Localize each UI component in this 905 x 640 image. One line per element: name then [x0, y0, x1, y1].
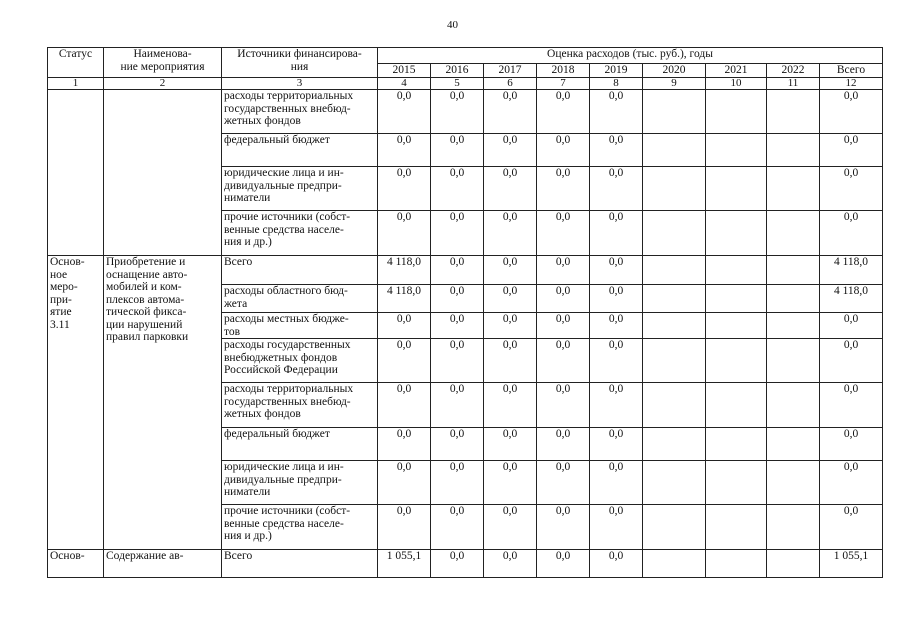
year-value-cell: 0,0	[484, 167, 537, 211]
funding-source-cell: юридические лица и ин- дивидуальные предпри- ниматели	[222, 167, 378, 211]
header-year: 2018	[537, 64, 590, 78]
funding-source-cell: Всего	[222, 256, 378, 285]
year-value-cell	[643, 461, 706, 505]
year-value-cell	[767, 339, 820, 383]
funding-source-cell: расходы территориальных государственных внебюд- жетных фондов	[222, 383, 378, 428]
year-value-cell: 0,0	[378, 167, 431, 211]
year-value-cell	[643, 167, 706, 211]
total-value-cell: 4 118,0	[820, 285, 883, 313]
year-value-cell: 0,0	[537, 90, 590, 134]
table-row	[48, 550, 883, 578]
column-number: 3	[222, 78, 378, 90]
year-value-cell: 0,0	[590, 505, 643, 550]
total-value-cell: 0,0	[820, 313, 883, 339]
year-value-cell	[706, 505, 767, 550]
year-value-cell: 0,0	[590, 90, 643, 134]
year-value-cell	[706, 339, 767, 383]
header-year: 2020	[643, 64, 706, 78]
year-value-cell	[643, 550, 706, 578]
year-value-cell: 0,0	[484, 339, 537, 383]
total-value-cell: 0,0	[820, 339, 883, 383]
year-value-cell: 0,0	[590, 313, 643, 339]
year-value-cell: 0,0	[590, 428, 643, 461]
column-number-row	[48, 78, 883, 90]
year-value-cell: 0,0	[590, 167, 643, 211]
year-value-cell: 0,0	[537, 256, 590, 285]
header-total: Всего	[820, 64, 883, 78]
year-value-cell: 0,0	[537, 339, 590, 383]
column-number: 9	[643, 78, 706, 90]
column-number: 2	[104, 78, 222, 90]
year-value-cell: 0,0	[590, 256, 643, 285]
year-value-cell	[706, 285, 767, 313]
year-value-cell: 0,0	[484, 256, 537, 285]
year-value-cell: 0,0	[537, 167, 590, 211]
funding-source-cell: прочие источники (собст- венные средства населе- ния и др.)	[222, 211, 378, 256]
year-value-cell: 0,0	[431, 339, 484, 383]
year-value-cell: 0,0	[537, 428, 590, 461]
funding-source-cell: расходы местных бюдже- тов	[222, 313, 378, 339]
year-value-cell: 0,0	[378, 313, 431, 339]
year-value-cell: 0,0	[537, 134, 590, 167]
year-value-cell: 0,0	[431, 90, 484, 134]
year-value-cell	[767, 383, 820, 428]
year-value-cell: 0,0	[590, 550, 643, 578]
column-number: 8	[590, 78, 643, 90]
header-status: Статус	[48, 48, 104, 78]
activity-name-cell: Приобретение и оснащение авто- мобилей и ком- плексов автома- тической фикса- ции нарушений правил парковки	[104, 256, 222, 550]
year-value-cell	[706, 313, 767, 339]
year-value-cell	[643, 428, 706, 461]
table-row	[48, 256, 883, 285]
year-value-cell	[643, 90, 706, 134]
page-number: 40	[447, 19, 458, 31]
column-number: 11	[767, 78, 820, 90]
total-value-cell: 1 055,1	[820, 550, 883, 578]
year-value-cell: 0,0	[378, 90, 431, 134]
year-value-cell: 0,0	[431, 428, 484, 461]
year-value-cell	[643, 211, 706, 256]
year-value-cell: 0,0	[590, 339, 643, 383]
header-estimate: Оценка расходов (тыс. руб.), годы	[378, 48, 883, 64]
year-value-cell: 0,0	[431, 505, 484, 550]
year-value-cell	[706, 90, 767, 134]
year-value-cell: 0,0	[378, 505, 431, 550]
year-value-cell: 4 118,0	[378, 285, 431, 313]
year-value-cell	[706, 383, 767, 428]
total-value-cell: 0,0	[820, 383, 883, 428]
header-year: 2019	[590, 64, 643, 78]
funding-source-cell: Всего	[222, 550, 378, 578]
year-value-cell	[767, 285, 820, 313]
total-value-cell: 0,0	[820, 428, 883, 461]
year-value-cell	[706, 461, 767, 505]
year-value-cell: 0,0	[484, 550, 537, 578]
year-value-cell: 1 055,1	[378, 550, 431, 578]
header-source: Источники финансирова- ния	[222, 48, 378, 78]
year-value-cell	[643, 383, 706, 428]
year-value-cell: 0,0	[537, 383, 590, 428]
activity-name-cell	[104, 90, 222, 256]
year-value-cell: 0,0	[378, 339, 431, 383]
year-value-cell	[706, 256, 767, 285]
year-value-cell: 0,0	[590, 285, 643, 313]
year-value-cell: 0,0	[537, 461, 590, 505]
year-value-cell	[643, 285, 706, 313]
total-value-cell: 0,0	[820, 134, 883, 167]
year-value-cell	[767, 90, 820, 134]
status-cell: Основ- ное меро- при- ятие 3.11	[48, 256, 104, 550]
year-value-cell: 0,0	[484, 428, 537, 461]
year-value-cell	[767, 505, 820, 550]
year-value-cell: 0,0	[590, 383, 643, 428]
year-value-cell: 0,0	[431, 461, 484, 505]
year-value-cell	[706, 550, 767, 578]
column-number: 12	[820, 78, 883, 90]
header-name: Наименова- ние мероприятия	[104, 48, 222, 78]
year-value-cell: 0,0	[431, 167, 484, 211]
year-value-cell: 0,0	[590, 211, 643, 256]
header-year: 2022	[767, 64, 820, 78]
total-value-cell: 4 118,0	[820, 256, 883, 285]
year-value-cell	[643, 313, 706, 339]
year-value-cell: 0,0	[484, 134, 537, 167]
year-value-cell	[706, 134, 767, 167]
year-value-cell	[643, 256, 706, 285]
year-value-cell: 0,0	[484, 285, 537, 313]
funding-source-cell: юридические лица и ин- дивидуальные предпри- ниматели	[222, 461, 378, 505]
header-year: 2017	[484, 64, 537, 78]
funding-source-cell: расходы областного бюд- жета	[222, 285, 378, 313]
year-value-cell: 0,0	[431, 134, 484, 167]
header-year: 2021	[706, 64, 767, 78]
column-number: 6	[484, 78, 537, 90]
year-value-cell: 0,0	[431, 256, 484, 285]
year-value-cell: 0,0	[484, 211, 537, 256]
total-value-cell: 0,0	[820, 505, 883, 550]
year-value-cell: 0,0	[537, 505, 590, 550]
year-value-cell: 0,0	[484, 505, 537, 550]
year-value-cell: 0,0	[590, 134, 643, 167]
year-value-cell	[767, 428, 820, 461]
year-value-cell	[643, 505, 706, 550]
year-value-cell: 0,0	[484, 461, 537, 505]
year-value-cell	[767, 134, 820, 167]
year-value-cell: 0,0	[378, 428, 431, 461]
column-number: 4	[378, 78, 431, 90]
column-number: 5	[431, 78, 484, 90]
year-value-cell: 0,0	[431, 285, 484, 313]
status-cell	[48, 90, 104, 256]
year-value-cell: 0,0	[431, 550, 484, 578]
funding-source-cell: расходы территориальных государственных внебюд- жетных фондов	[222, 90, 378, 134]
year-value-cell: 0,0	[378, 383, 431, 428]
year-value-cell: 0,0	[378, 461, 431, 505]
header-year: 2015	[378, 64, 431, 78]
table-body	[48, 48, 883, 578]
year-value-cell	[706, 167, 767, 211]
year-value-cell: 4 118,0	[378, 256, 431, 285]
year-value-cell: 0,0	[431, 211, 484, 256]
year-value-cell: 0,0	[537, 211, 590, 256]
header-year: 2016	[431, 64, 484, 78]
year-value-cell	[767, 313, 820, 339]
table-row	[48, 90, 883, 134]
year-value-cell	[767, 211, 820, 256]
year-value-cell	[767, 167, 820, 211]
column-number: 10	[706, 78, 767, 90]
total-value-cell: 0,0	[820, 461, 883, 505]
year-value-cell: 0,0	[431, 313, 484, 339]
year-value-cell	[706, 428, 767, 461]
year-value-cell	[706, 211, 767, 256]
total-value-cell: 0,0	[820, 211, 883, 256]
status-cell: Основ-	[48, 550, 104, 578]
column-number: 7	[537, 78, 590, 90]
year-value-cell	[643, 134, 706, 167]
year-value-cell: 0,0	[537, 550, 590, 578]
activity-name-cell: Содержание ав-	[104, 550, 222, 578]
total-value-cell: 0,0	[820, 167, 883, 211]
column-number: 1	[48, 78, 104, 90]
budget-table	[47, 47, 883, 578]
year-value-cell: 0,0	[484, 90, 537, 134]
year-value-cell: 0,0	[590, 461, 643, 505]
total-value-cell: 0,0	[820, 90, 883, 134]
year-value-cell: 0,0	[537, 285, 590, 313]
year-value-cell	[643, 339, 706, 383]
header-row	[48, 48, 883, 64]
year-value-cell: 0,0	[378, 211, 431, 256]
funding-source-cell: прочие источники (собст- венные средства населе- ния и др.)	[222, 505, 378, 550]
year-value-cell: 0,0	[431, 383, 484, 428]
funding-source-cell: федеральный бюджет	[222, 428, 378, 461]
year-value-cell	[767, 256, 820, 285]
year-value-cell: 0,0	[484, 383, 537, 428]
year-value-cell: 0,0	[484, 313, 537, 339]
year-value-cell: 0,0	[378, 134, 431, 167]
funding-source-cell: федеральный бюджет	[222, 134, 378, 167]
year-value-cell	[767, 550, 820, 578]
year-value-cell	[767, 461, 820, 505]
year-value-cell: 0,0	[537, 313, 590, 339]
funding-source-cell: расходы государственных внебюджетных фондов Российской Федерации	[222, 339, 378, 383]
